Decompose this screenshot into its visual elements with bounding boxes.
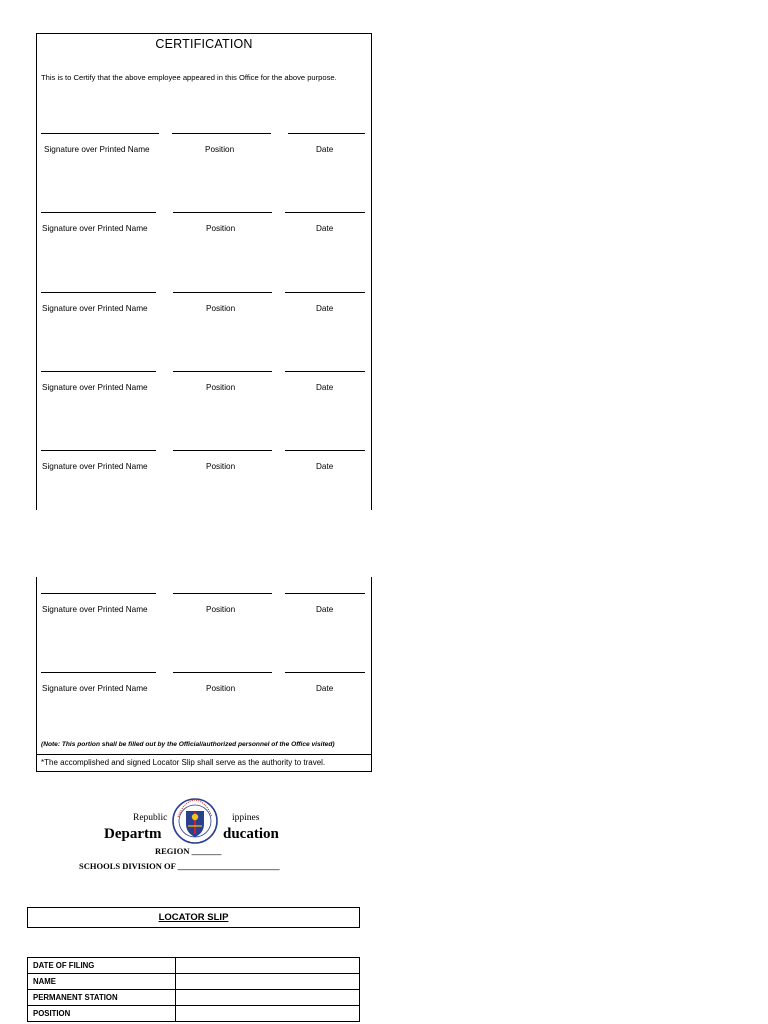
signature-row — [37, 593, 371, 623]
certification-title: CERTIFICATION — [155, 37, 253, 51]
certification-note: (Note: This portion shall be filled out by the Official/authorized personnel of the Office visited) — [41, 741, 335, 748]
date-label: Date — [316, 383, 334, 392]
certification-intro: This is to Certify that the above employee appeared in this Office for the above purpose. — [41, 73, 337, 82]
position-label: Position — [205, 145, 235, 154]
table-row — [28, 958, 360, 974]
signature-row — [37, 672, 371, 702]
table-row — [28, 974, 360, 990]
signature-label: Signature over Printed Name — [42, 684, 148, 693]
permanent-station-input[interactable] — [176, 990, 360, 1006]
date-label: Date — [316, 462, 334, 471]
position-label: Position — [206, 684, 236, 693]
locator-slip-title — [27, 907, 360, 928]
date-label: Date — [316, 304, 334, 313]
date-line[interactable] — [285, 593, 365, 594]
signature-line[interactable] — [41, 133, 159, 134]
signature-label: Signature over Printed Name — [42, 605, 148, 614]
signature-line[interactable] — [41, 593, 156, 594]
signature-label: Signature over Printed Name — [44, 145, 150, 154]
signature-label: Signature over Printed Name — [42, 383, 148, 392]
signature-line[interactable] — [41, 212, 156, 213]
date-of-filing-input[interactable] — [176, 958, 360, 974]
field-label: PERMANENT STATION — [28, 990, 176, 1006]
deped-seal-icon — [172, 797, 218, 845]
field-label: POSITION — [28, 1006, 176, 1022]
position-line[interactable] — [173, 593, 272, 594]
signature-row — [37, 450, 371, 480]
authority-statement: *The accomplished and signed Locator Slip shall serve as the authority to travel. — [41, 758, 326, 767]
date-label: Date — [316, 224, 334, 233]
certification-box — [36, 33, 372, 510]
department-text-left: Departm — [104, 826, 162, 842]
position-line[interactable] — [173, 672, 272, 673]
position-line[interactable] — [173, 212, 272, 213]
position-label: Position — [206, 462, 236, 471]
date-line[interactable] — [285, 450, 365, 451]
signature-label: Signature over Printed Name — [42, 462, 148, 471]
signature-label: Signature over Printed Name — [42, 304, 148, 313]
name-input[interactable] — [176, 974, 360, 990]
region-field: REGION _______ — [155, 846, 222, 856]
signature-line[interactable] — [41, 450, 156, 451]
date-label: Date — [316, 145, 334, 154]
schools-division-field: SCHOOLS DIVISION OF ________________________ — [79, 861, 280, 871]
position-line[interactable] — [172, 133, 271, 134]
date-line[interactable] — [285, 371, 365, 372]
position-input[interactable] — [176, 1006, 360, 1022]
date-line[interactable] — [288, 133, 365, 134]
position-label: Position — [206, 383, 236, 392]
date-label: Date — [316, 605, 334, 614]
signature-line[interactable] — [41, 292, 156, 293]
locator-slip-title-text: LOCATOR SLIP — [158, 912, 229, 923]
date-line[interactable] — [285, 672, 365, 673]
date-label: Date — [316, 684, 334, 693]
signature-line[interactable] — [41, 371, 156, 372]
date-line[interactable] — [285, 212, 365, 213]
signature-label: Signature over Printed Name — [42, 224, 148, 233]
republic-text-right: ippines — [232, 813, 260, 823]
position-line[interactable] — [173, 292, 272, 293]
field-label: DATE OF FILING — [28, 958, 176, 974]
signature-row — [37, 212, 371, 242]
position-label: Position — [206, 224, 236, 233]
republic-text-left: Republic — [133, 813, 168, 823]
table-row — [28, 1006, 360, 1022]
department-text-right: ducation — [223, 826, 279, 842]
certification-box-continued — [36, 577, 372, 772]
field-label: NAME — [28, 974, 176, 990]
position-line[interactable] — [173, 450, 272, 451]
position-line[interactable] — [173, 371, 272, 372]
divider — [37, 754, 371, 755]
date-line[interactable] — [285, 292, 365, 293]
locator-slip-table — [27, 957, 360, 1022]
signature-row — [37, 292, 371, 322]
position-label: Position — [206, 304, 236, 313]
table-row — [28, 990, 360, 1006]
signature-row — [37, 133, 371, 163]
position-label: Position — [206, 605, 236, 614]
signature-row — [37, 371, 371, 401]
signature-line[interactable] — [41, 672, 156, 673]
